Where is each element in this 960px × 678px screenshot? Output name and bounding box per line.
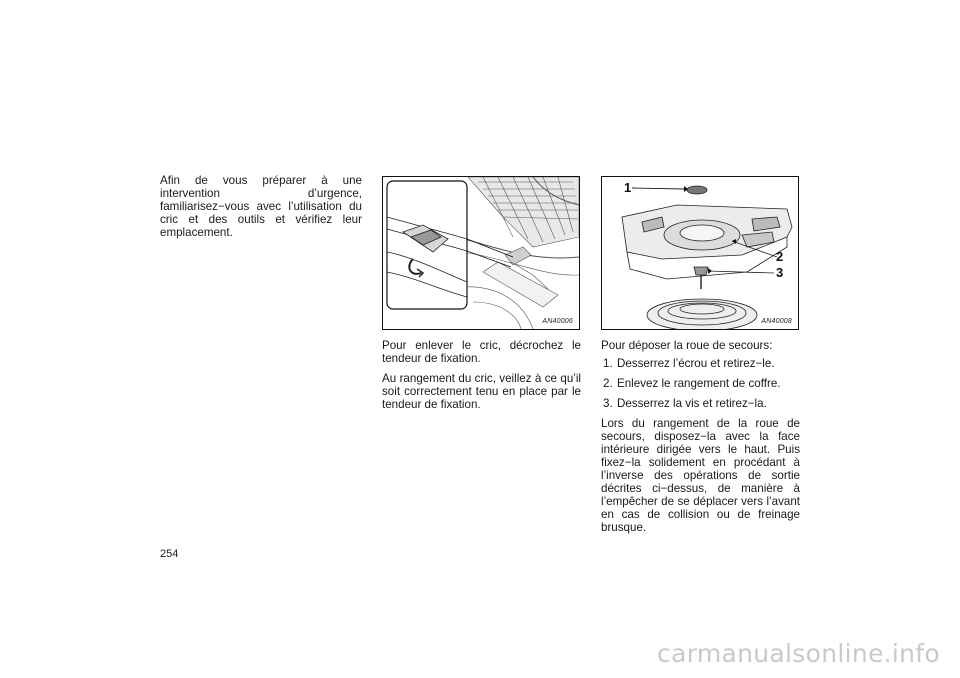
spare-wheel-storage-paragraph: Lors du rangement de la roue de secours, disposez−la avec la face intérieure dirigée vers le haut. Puis fixez−la solidement en procédant à l’inverse des opérations de sortie décrites ci−dessus, de manière à l’empêcher de se déplacer vers l’avant en cas de collision ou de freinage brusque. xyxy=(601,417,800,534)
steps-list xyxy=(601,357,800,410)
step-item: 1. Desserrez l’écrou et retirez−le. xyxy=(603,357,775,370)
spare-wheel-figure xyxy=(601,176,799,330)
jack-strap-illustration xyxy=(383,177,579,329)
watermark: carmanualsonline.info xyxy=(657,639,940,668)
jack-storage-paragraph: Au rangement du cric, veillez à ce qu’il soit correctement tenu en place par le tendeur de fixation. xyxy=(382,372,581,411)
callout-3: 3 xyxy=(776,265,784,280)
callout-1: 1 xyxy=(624,180,632,195)
jack-column xyxy=(382,339,581,418)
jack-remove-paragraph: Pour enlever le cric, décrochez le tendeur de fixation. xyxy=(382,339,581,365)
jack-strap-figure xyxy=(382,176,580,330)
spare-wheel-illustration xyxy=(602,177,798,329)
spare-wheel-intro: Pour déposer la roue de secours: xyxy=(601,339,773,352)
figure-code: AN40008 xyxy=(761,318,792,325)
intro-column xyxy=(160,174,362,246)
callout-2: 2 xyxy=(776,249,784,264)
figure-code: AN40006 xyxy=(542,318,573,325)
step-item: 2. Enlevez le rangement de coffre. xyxy=(603,377,781,390)
spare-wheel-column xyxy=(601,339,800,541)
intro-paragraph: Afin de vous préparer à une intervention d’urgence, familiarisez−vous avec l’utilisation du cric et des outils et vérifiez leur emplacement. xyxy=(160,174,362,239)
step-item: 3. Desserrez la vis et retirez−la. xyxy=(603,397,767,410)
page-number: 254 xyxy=(160,548,179,560)
